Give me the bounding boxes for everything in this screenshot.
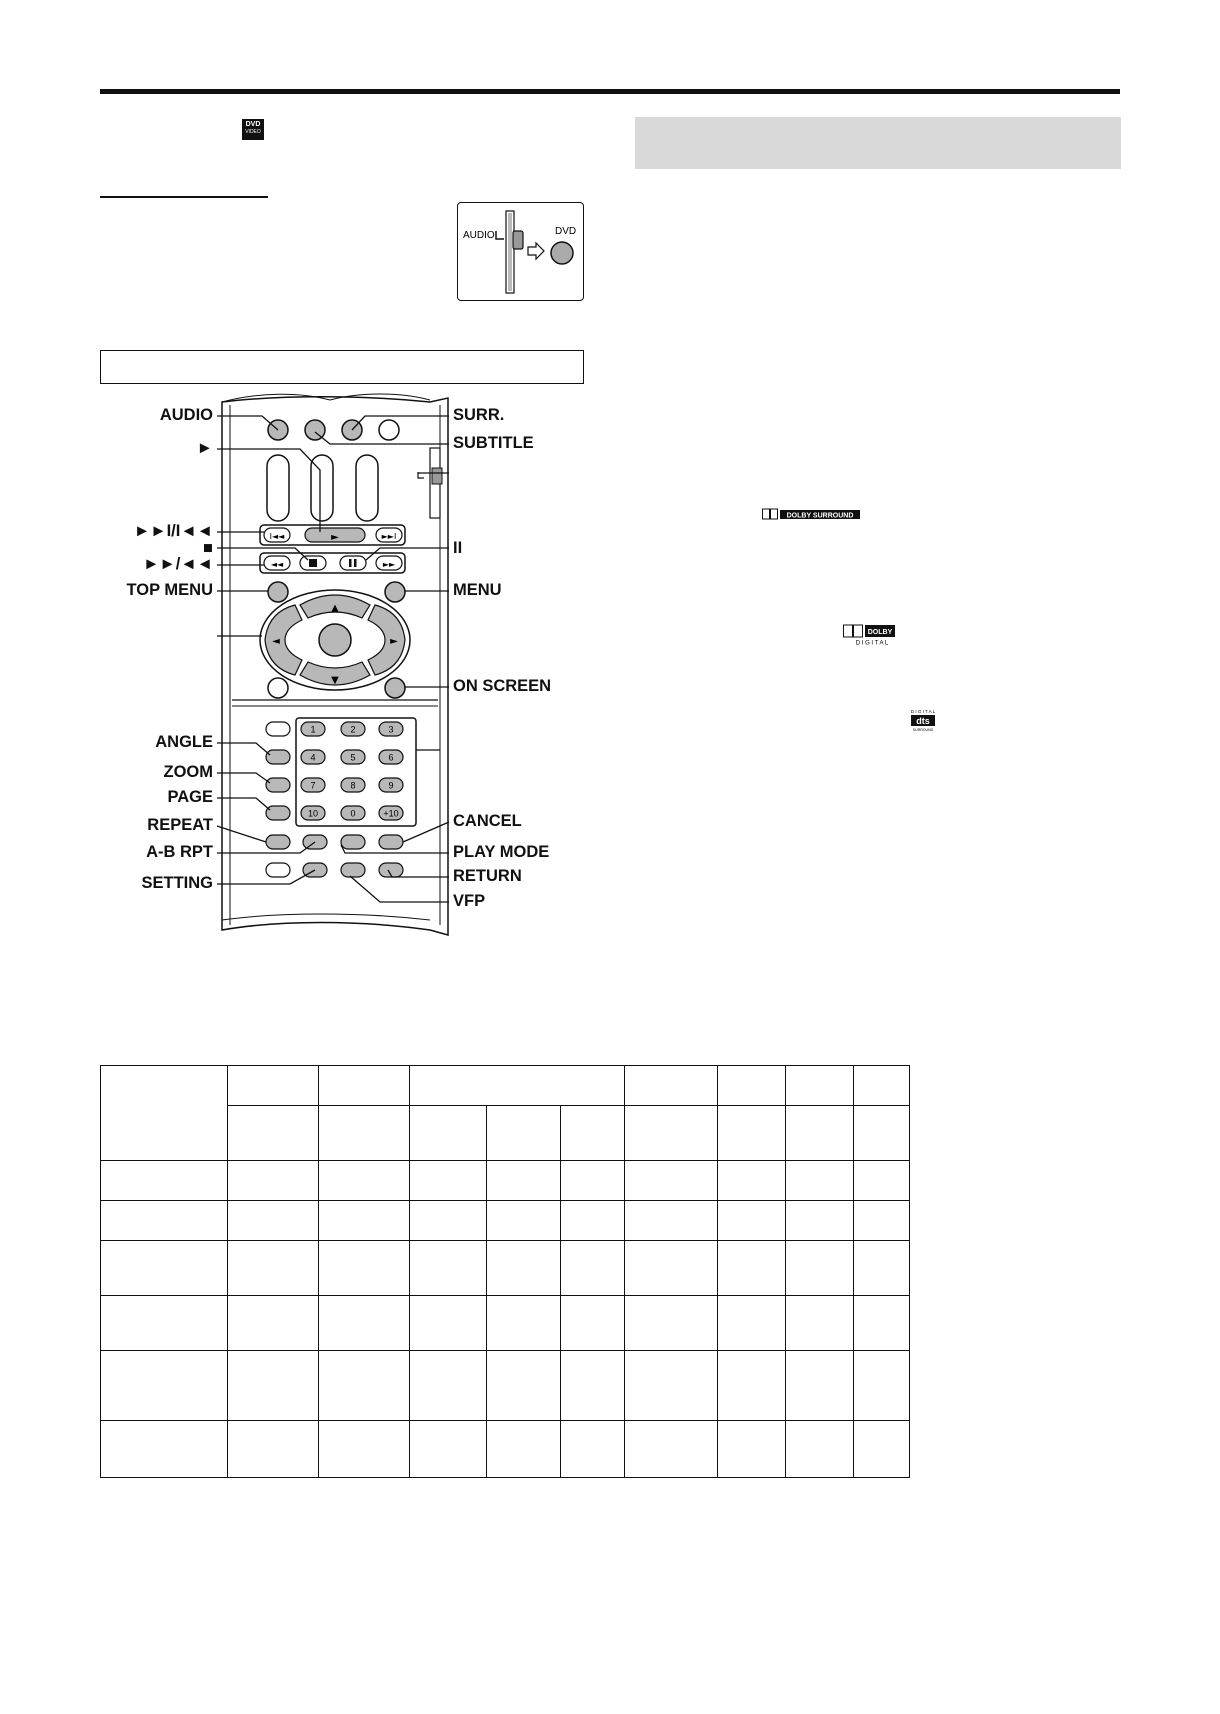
number-key-label: 9 bbox=[388, 780, 394, 791]
table-cell bbox=[228, 1351, 319, 1421]
table-cell bbox=[410, 1421, 487, 1478]
table-cell bbox=[718, 1106, 786, 1161]
callout-subtitle: SUBTITLE bbox=[453, 434, 534, 452]
table-cell bbox=[319, 1106, 410, 1161]
table-cell bbox=[101, 1351, 228, 1421]
table-cell bbox=[410, 1241, 487, 1296]
table-cell bbox=[101, 1241, 228, 1296]
table-cell bbox=[854, 1161, 910, 1201]
svg-text:►►: ►► bbox=[382, 560, 396, 569]
zoom-button[interactable] bbox=[266, 778, 290, 792]
table-cell bbox=[786, 1241, 854, 1296]
svg-text:►: ► bbox=[390, 636, 398, 647]
table-cell bbox=[319, 1421, 410, 1478]
callout-surr: SURR. bbox=[453, 406, 505, 424]
table-cell bbox=[228, 1066, 319, 1106]
callout-play: ► bbox=[196, 439, 213, 457]
table-cell bbox=[718, 1241, 786, 1296]
table-cell bbox=[487, 1241, 561, 1296]
number-key-label: +10 bbox=[383, 808, 399, 819]
dolby-digital-bottom-text: D I G I T A L bbox=[855, 640, 889, 646]
dolby-digital-top-text: DOLBY bbox=[867, 629, 893, 636]
callout-pause: II bbox=[453, 539, 463, 557]
table-cell bbox=[228, 1421, 319, 1478]
dts-top-text: D I G I T A L bbox=[910, 709, 936, 714]
number-key-label: 0 bbox=[350, 808, 356, 819]
table-cell bbox=[319, 1066, 410, 1106]
table-cell bbox=[854, 1241, 910, 1296]
callout-setting: SETTING bbox=[141, 874, 213, 892]
number-key-label: 10 bbox=[307, 808, 319, 819]
table-row bbox=[101, 1351, 910, 1421]
table-cell bbox=[625, 1066, 718, 1106]
callout-menu: MENU bbox=[453, 581, 502, 599]
number-key-label: 5 bbox=[350, 752, 356, 763]
svg-text:▼: ▼ bbox=[331, 675, 339, 686]
callout-vfp: VFP bbox=[453, 892, 486, 910]
table-cell bbox=[786, 1161, 854, 1201]
table-cell bbox=[561, 1421, 625, 1478]
svg-text:◄: ◄ bbox=[272, 636, 280, 647]
blank-top-left-button[interactable] bbox=[266, 722, 290, 736]
svg-text:I◄◄: I◄◄ bbox=[269, 532, 285, 541]
table-cell bbox=[625, 1421, 718, 1478]
table-cell bbox=[101, 1066, 228, 1161]
table-cell bbox=[319, 1161, 410, 1201]
page-button[interactable] bbox=[266, 806, 290, 820]
callout-cancel: CANCEL bbox=[453, 812, 522, 830]
table-cell bbox=[718, 1296, 786, 1351]
table-cell bbox=[487, 1296, 561, 1351]
table-cell bbox=[625, 1201, 718, 1241]
table-cell bbox=[228, 1201, 319, 1241]
table-cell bbox=[487, 1161, 561, 1201]
table-cell bbox=[786, 1351, 854, 1421]
callout-on-screen: ON SCREEN bbox=[453, 677, 552, 695]
table-cell bbox=[625, 1161, 718, 1201]
number-key-label: 8 bbox=[350, 780, 356, 791]
table-cell bbox=[854, 1201, 910, 1241]
table-cell bbox=[854, 1421, 910, 1478]
capsule-button-1[interactable] bbox=[267, 455, 289, 521]
callout-return: RETURN bbox=[453, 867, 522, 885]
table-cell bbox=[561, 1161, 625, 1201]
svg-text:►: ► bbox=[331, 532, 339, 543]
cancel-button[interactable] bbox=[379, 835, 403, 849]
callout-top-menu: TOP MENU bbox=[126, 581, 213, 599]
dts-logo bbox=[906, 708, 940, 732]
compatibility-table bbox=[100, 1065, 910, 1478]
callout-repeat: REPEAT bbox=[147, 816, 213, 834]
blank-lower-button[interactable] bbox=[268, 678, 288, 698]
table-cell bbox=[487, 1201, 561, 1241]
table-cell bbox=[718, 1351, 786, 1421]
table-cell bbox=[228, 1296, 319, 1351]
vfp-button[interactable] bbox=[341, 863, 365, 877]
table-cell bbox=[561, 1241, 625, 1296]
table-cell bbox=[319, 1351, 410, 1421]
on-screen-button[interactable] bbox=[385, 678, 405, 698]
table-cell bbox=[487, 1106, 561, 1161]
number-key-label: 7 bbox=[310, 780, 316, 791]
callout-stop: ■ bbox=[203, 539, 213, 557]
angle-button[interactable] bbox=[266, 750, 290, 764]
table-cell bbox=[718, 1201, 786, 1241]
table-cell bbox=[561, 1351, 625, 1421]
table-cell bbox=[319, 1241, 410, 1296]
table-cell bbox=[854, 1296, 910, 1351]
table-cell bbox=[625, 1106, 718, 1161]
table-row bbox=[101, 1421, 910, 1478]
inset-audio-label: AUDIO bbox=[463, 230, 495, 241]
callout-skip: ►►I/I◄◄ bbox=[133, 522, 213, 540]
svg-text:►►I: ►►I bbox=[381, 532, 397, 541]
table-cell bbox=[101, 1296, 228, 1351]
table-cell bbox=[410, 1066, 625, 1106]
table-cell bbox=[718, 1066, 786, 1106]
number-key-label: 3 bbox=[388, 724, 394, 735]
dts-mark-text: dts bbox=[916, 716, 930, 726]
number-key-label: 1 bbox=[310, 724, 316, 735]
menu-button[interactable] bbox=[385, 582, 405, 602]
svg-text:◄◄: ◄◄ bbox=[270, 560, 284, 569]
table-cell bbox=[487, 1421, 561, 1478]
callout-angle: ANGLE bbox=[155, 733, 213, 751]
table-cell bbox=[228, 1241, 319, 1296]
callout-audio: AUDIO bbox=[159, 406, 213, 424]
callout-page: PAGE bbox=[167, 788, 213, 806]
table-cell bbox=[561, 1201, 625, 1241]
repeat-button[interactable] bbox=[266, 835, 290, 849]
table-cell bbox=[718, 1161, 786, 1201]
table-cell bbox=[786, 1066, 854, 1106]
dts-bottom-text: SURROUND bbox=[912, 728, 934, 732]
table-cell bbox=[319, 1201, 410, 1241]
table-cell bbox=[786, 1296, 854, 1351]
table-cell bbox=[561, 1106, 625, 1161]
table-cell bbox=[101, 1161, 228, 1201]
blank-bottom-left-button[interactable] bbox=[266, 863, 290, 877]
dolby-digital-logo bbox=[843, 624, 901, 646]
inset-dvd-label: DVD bbox=[555, 226, 577, 237]
table-cell bbox=[786, 1106, 854, 1161]
table-row bbox=[101, 1296, 910, 1351]
table-cell bbox=[625, 1296, 718, 1351]
play-mode-button[interactable] bbox=[341, 835, 365, 849]
dvd-badge-subtext: VIDEO bbox=[245, 129, 261, 135]
number-key-label: 2 bbox=[350, 724, 356, 735]
svg-text:▲: ▲ bbox=[331, 603, 339, 614]
callout-search: ►►/◄◄ bbox=[143, 555, 213, 573]
table-cell bbox=[101, 1201, 228, 1241]
table-header-row bbox=[101, 1066, 910, 1106]
table-cell bbox=[410, 1161, 487, 1201]
table-cell bbox=[319, 1296, 410, 1351]
top-menu-button[interactable] bbox=[268, 582, 288, 602]
table-cell bbox=[410, 1106, 487, 1161]
callout-ab-rpt: A-B RPT bbox=[146, 843, 213, 861]
table-cell bbox=[228, 1106, 319, 1161]
table-cell bbox=[786, 1201, 854, 1241]
table-cell bbox=[101, 1421, 228, 1478]
table-row bbox=[101, 1161, 910, 1201]
table-cell bbox=[718, 1421, 786, 1478]
table-cell bbox=[854, 1066, 910, 1106]
table-row bbox=[101, 1241, 910, 1296]
table-cell bbox=[561, 1296, 625, 1351]
table-cell bbox=[854, 1351, 910, 1421]
dolby-surround-text: DOLBY SURROUND bbox=[786, 512, 854, 520]
table-row bbox=[101, 1201, 910, 1241]
blank-round-button[interactable] bbox=[379, 420, 399, 440]
table-cell bbox=[228, 1161, 319, 1201]
table-cell bbox=[487, 1351, 561, 1421]
capsule-button-3[interactable] bbox=[356, 455, 378, 521]
number-key-label: 6 bbox=[388, 752, 394, 763]
table-cell bbox=[625, 1351, 718, 1421]
table-cell bbox=[410, 1296, 487, 1351]
enter-button[interactable] bbox=[319, 624, 351, 656]
dvd-badge-text: DVD bbox=[245, 121, 261, 128]
table-cell bbox=[786, 1421, 854, 1478]
number-key-label: 4 bbox=[310, 752, 316, 763]
dolby-surround-logo bbox=[762, 507, 860, 521]
table-cell bbox=[854, 1106, 910, 1161]
table-cell bbox=[625, 1241, 718, 1296]
callout-zoom: ZOOM bbox=[163, 763, 213, 781]
pause-button[interactable] bbox=[340, 556, 366, 570]
table-cell bbox=[410, 1201, 487, 1241]
table-cell bbox=[410, 1351, 487, 1421]
callout-play-mode: PLAY MODE bbox=[453, 843, 550, 861]
